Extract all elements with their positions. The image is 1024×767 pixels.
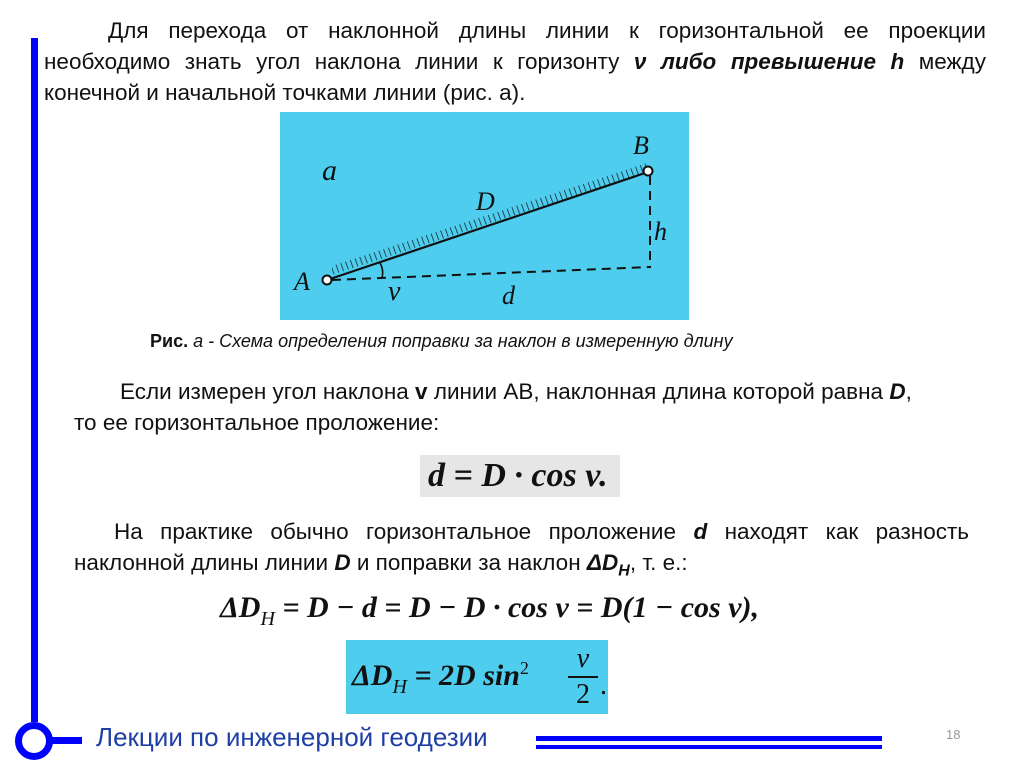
practice-symbol-d: d <box>693 519 708 544</box>
practice-paragraph <box>74 516 969 587</box>
angle-arc <box>380 263 383 278</box>
formula1-expression: d = D · cos v. <box>428 457 608 494</box>
formula3-sub: H <box>392 676 407 698</box>
angle-symbol-v: v <box>415 379 428 404</box>
formula3-fraction-bar <box>568 676 598 678</box>
formula-horizontal-distance <box>420 455 620 497</box>
slope-diagram-svg <box>280 112 689 320</box>
angle-text-b: линии АВ, наклонная длина которой равна <box>433 379 884 404</box>
intro-text-c: между конечной и начальной точками линии (рис. а). <box>44 49 986 105</box>
intro-text-a: Для перехода от наклонной длины линии к горизонтальной ее проекции необходимо знать угол наклона линии к горизонту <box>44 18 986 74</box>
angle-symbol-D: D <box>889 379 906 404</box>
formula3-lhs: ΔD <box>352 659 393 692</box>
page-number: 18 <box>946 727 961 742</box>
formula2-rhs: = D − d = D − D · cos v = D(1 − cos v), <box>274 591 760 624</box>
label-a: a <box>322 154 337 187</box>
formula-slope-correction <box>220 588 759 631</box>
formula3-mid: = 2D sin <box>406 659 520 692</box>
formula3-denominator: 2 <box>576 679 590 710</box>
label-A: A <box>294 267 310 296</box>
practice-text-a: На практике обычно горизонтальное проложение <box>114 519 677 544</box>
formula3-numerator: v <box>576 643 590 674</box>
formula3-fraction <box>568 644 598 710</box>
practice-text-c: и поправки за наклон <box>356 550 581 575</box>
caption-text: а - Схема определения поправки за наклон в измеренную длину <box>193 331 733 351</box>
formula-correction-sin <box>346 640 608 714</box>
figure-caption <box>150 331 733 352</box>
intro-text-b: либо превышение <box>660 49 876 74</box>
intro-paragraph <box>44 15 986 108</box>
practice-text-d: , т. е.: <box>629 550 688 575</box>
angle-text-a: Если измерен угол наклона <box>120 379 409 404</box>
intro-symbol-v: ν <box>633 49 647 74</box>
label-h: h <box>654 217 667 246</box>
practice-symbol-deltaD: ΔD <box>586 550 619 575</box>
angle-text-c: , то ее горизонтальное проложение: <box>74 379 912 435</box>
formula3-sup: 2 <box>519 658 529 678</box>
formula2-sub: H <box>260 608 275 630</box>
label-d: d <box>502 281 515 310</box>
practice-symbol-D: D <box>334 550 351 575</box>
slope-diagram <box>280 112 689 320</box>
footer-course-title: Лекции по инженерной геодезии <box>96 722 488 752</box>
slope-hatching <box>332 163 647 275</box>
practice-text-b: находят как разность наклонной длины линии <box>74 519 969 575</box>
point-B-marker <box>644 167 653 176</box>
point-A-marker <box>323 276 332 285</box>
left-accent-bar <box>31 38 38 722</box>
caption-label: Рис. <box>150 331 189 351</box>
horizontal-line-d <box>332 267 651 280</box>
footer-rule-lower <box>536 745 882 749</box>
label-B: B <box>633 131 649 160</box>
practice-symbol-H: H <box>618 562 630 580</box>
intro-symbol-h: h <box>890 49 905 74</box>
formula3-end: . <box>600 670 607 701</box>
label-nu: ν <box>388 276 401 307</box>
formula2-lhs: ΔD <box>220 591 261 624</box>
footer-rule-upper <box>536 736 882 741</box>
label-D: D <box>476 187 495 216</box>
angle-paragraph <box>74 376 924 438</box>
footer-ring-ornament <box>15 722 53 760</box>
